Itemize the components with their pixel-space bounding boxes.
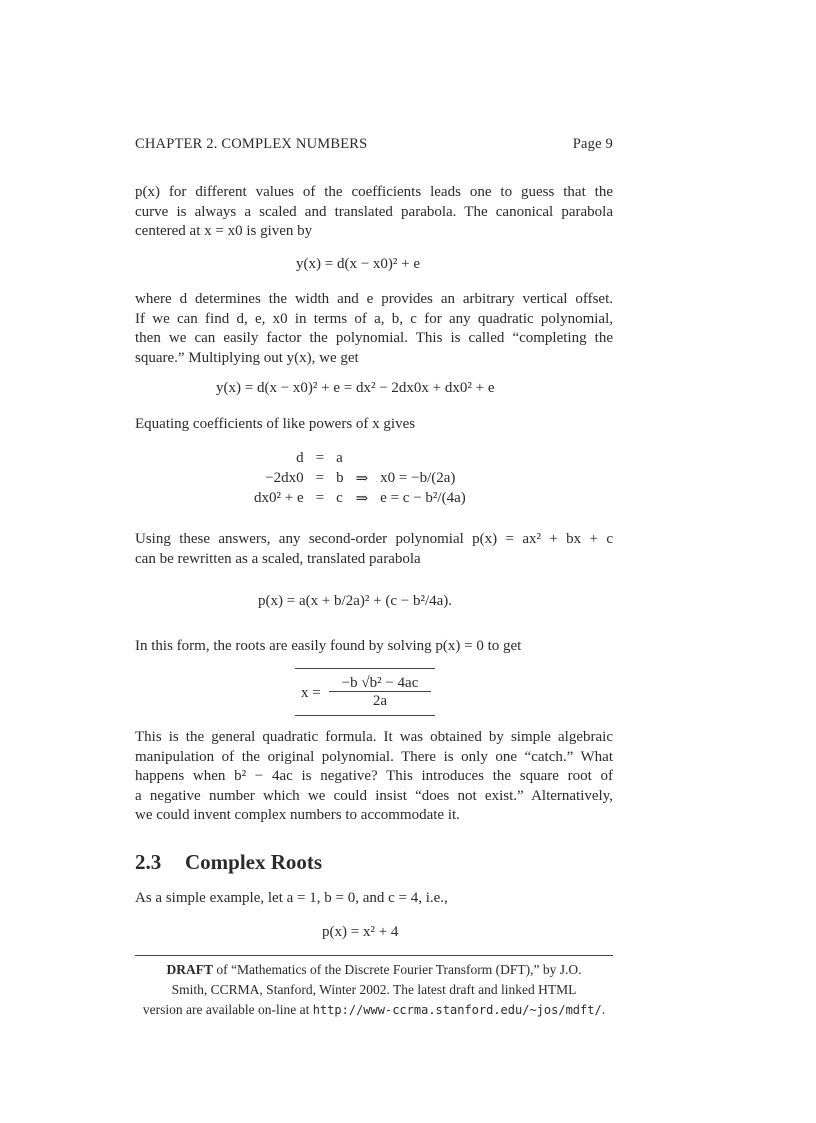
section-heading bbox=[135, 850, 322, 875]
equation-scaled-parabola: p(x) = a(x + b/2a)² + (c − b²/4a). bbox=[258, 593, 453, 609]
system-row bbox=[248, 488, 472, 508]
example-text: As a simple example, let a = 1, b = 0, and c = 4, i.e., bbox=[135, 890, 448, 906]
draft-footer bbox=[135, 960, 613, 1020]
system-eq: = bbox=[315, 469, 325, 486]
page-number: Page 9 bbox=[572, 136, 613, 152]
system-eq: = bbox=[315, 449, 325, 466]
system-result bbox=[374, 448, 472, 468]
text-line: a negative number which we could insist “does not exist.” Alternatively, bbox=[135, 787, 613, 804]
completing-square-paragraph bbox=[135, 290, 613, 368]
section-number: 2.3 bbox=[135, 850, 162, 874]
intro-paragraph bbox=[135, 183, 613, 242]
footer-text: version are available on-line at bbox=[142, 1002, 313, 1017]
system-implies bbox=[350, 448, 375, 468]
draft-label: DRAFT bbox=[166, 962, 213, 977]
formula-fraction bbox=[329, 675, 431, 710]
chapter-header: CHAPTER 2. COMPLEX NUMBERS bbox=[135, 136, 368, 152]
system-lhs: dx0² + e bbox=[254, 489, 304, 506]
footer-line bbox=[135, 1000, 613, 1020]
text-line: we could invent complex numbers to accommodate it. bbox=[135, 807, 460, 823]
text-line: Using these answers, any second-order polynomial p(x) = ax² + bx + c bbox=[135, 531, 613, 547]
system-eq: = bbox=[315, 489, 325, 506]
equation-example: p(x) = x² + 4 bbox=[322, 924, 399, 940]
text-line: where d determines the width and e provides an arbitrary vertical offset. bbox=[135, 291, 613, 307]
formula-paragraph bbox=[135, 728, 613, 826]
footer-url-link[interactable]: http://www-ccrma.stanford.edu/~jos/mdft/ bbox=[312, 1003, 602, 1017]
text-line: square.” Multiplying out y(x), we get bbox=[135, 349, 359, 366]
system-rhs: b bbox=[336, 469, 344, 486]
answers-paragraph bbox=[135, 530, 613, 569]
text-line: then we can easily factor the polynomial. This is called “completing the bbox=[135, 330, 613, 346]
formula-lhs: x = bbox=[301, 685, 321, 701]
formula-denominator: 2a bbox=[372, 693, 388, 709]
text-line: If we can find d, e, x0 in terms of a, b, c for any quadratic polynomial, bbox=[135, 310, 613, 327]
system-implies: ⇒ bbox=[355, 470, 369, 487]
footer-line: Smith, CCRMA, Stanford, Winter 2002. The latest draft and linked HTML bbox=[171, 982, 577, 997]
text-line: centered at x = x0 is given by bbox=[135, 223, 313, 239]
text-line: This is the general quadratic formula. It was obtained by simple algebraic bbox=[135, 729, 613, 745]
equating-text: Equating coefficients of like powers of x gives bbox=[135, 416, 416, 432]
text-line: manipulation of the original polynomial. There is only one “catch.” What bbox=[135, 748, 613, 765]
text-line: can be rewritten as a scaled, translated parabola bbox=[135, 550, 421, 567]
system-lhs: d bbox=[296, 449, 304, 466]
system-result: e = c − b²/(4a) bbox=[380, 489, 466, 506]
system-result: x0 = −b/(2a) bbox=[380, 469, 456, 486]
footer-text: of “Mathematics of the Discrete Fourier Transform (DFT),” by J.O. bbox=[212, 962, 582, 977]
system-rhs: c bbox=[336, 489, 343, 506]
system-lhs: −2dx0 bbox=[265, 469, 304, 486]
system-implies: ⇒ bbox=[355, 490, 369, 507]
footer-text: . bbox=[601, 1002, 606, 1017]
system-rhs: a bbox=[336, 449, 343, 466]
equation-expanded: y(x) = d(x − x0)² + e = dx² − 2dx0x + dx0² + e bbox=[216, 380, 495, 396]
text-line: happens when b² − 4ac is negative? This introduces the square root of bbox=[135, 768, 613, 784]
system-row bbox=[248, 448, 472, 468]
system-row bbox=[248, 468, 472, 488]
footer-line bbox=[135, 960, 613, 980]
quadratic-formula-box bbox=[295, 668, 435, 716]
section-title: Complex Roots bbox=[185, 850, 323, 874]
footer-rule bbox=[135, 955, 613, 956]
formula-numerator: −b √b² − 4ac bbox=[329, 675, 431, 692]
text-line: p(x) for different values of the coefficients leads one to guess that the bbox=[135, 184, 613, 200]
roots-text: In this form, the roots are easily found by solving p(x) = 0 to get bbox=[135, 638, 522, 654]
coefficient-system bbox=[248, 448, 472, 508]
equation-parabola: y(x) = d(x − x0)² + e bbox=[296, 256, 421, 272]
text-line: curve is always a scaled and translated parabola. The canonical parabola bbox=[135, 203, 613, 220]
